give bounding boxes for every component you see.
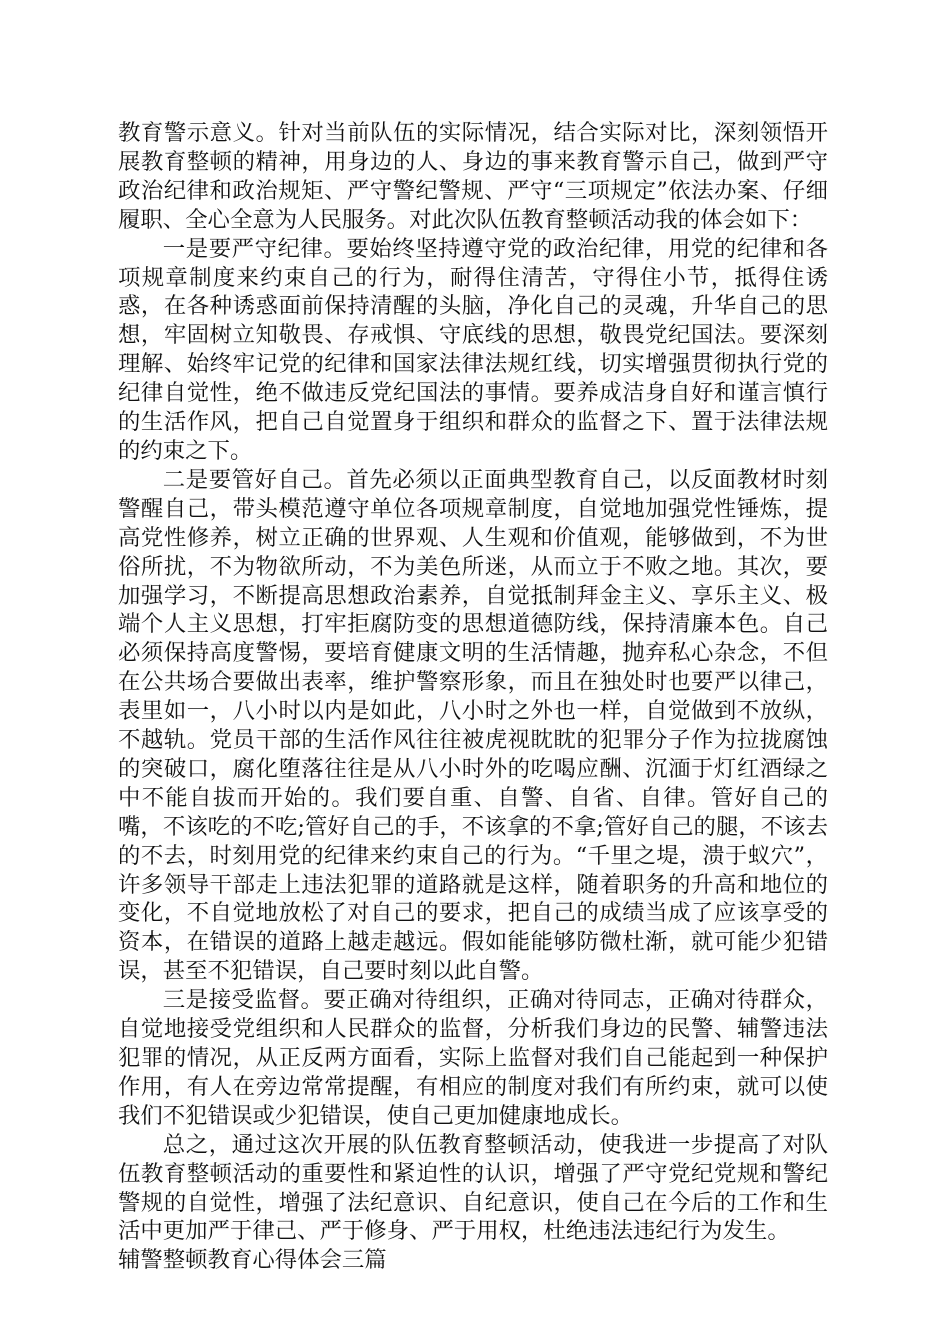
supervision-paragraph: 三是接受监督。要正确对待组织，正确对待同志，正确对待群众，自觉地接受党组织和人民群众的监督，分析我们身边的民警、辅警违法犯罪的情况，从正反两方面看，实际上监督对我们自己能起到一种保护作用，有人在旁边常常提醒，有相应的制度对我们有所约束，就可以使我们不犯错误或少犯错误，使自己更加健康地成长。 (118, 987, 828, 1129)
next-article-title: 辅警整顿教育心得体会三篇 (118, 1247, 387, 1274)
document-body (118, 119, 828, 1275)
discipline-paragraph: 一是要严守纪律。要始终坚持遵守党的政治纪律，用党的纪律和各项规章制度来约束自己的行为，耐得住清苦，守得住小节，抵得住诱惑，在各种诱惑面前保持清醒的头脑，净化自己的灵魂，升华自己的思想，牢固树立知敬畏、存戒惧、守底线的思想，敬畏党纪国法。要深刻理解、始终牢记党的纪律和国家法律法规红线，切实增强贯彻执行党的纪律自觉性，绝不做违反党纪国法的事情。要养成洁身自好和谨言慎行的生活作风，把自己自觉置身于组织和群众的监督之下、置于法律法规的约束之下。 (118, 235, 828, 464)
self-management-paragraph: 二是要管好自己。首先必须以正面典型教育自己，以反面教材时刻警醒自己，带头模范遵守单位各项规章制度，自觉地加强党性锤炼，提高党性修养，树立正确的世界观、人生观和价值观，能够做到，不为世俗所扰，不为物欲所动，不为美色所迷，从而立于不败之地。其次，要加强学习，不断提高思想政治素养，自觉抵制拜金主义、享乐主义、极端个人主义思想，打牢拒腐防变的思想道德防线，保持清廉本色。自己必须保持高度警惕，要培育健康文明的生活情趣，抛弃私心杂念，不但在公共场合要做出表率，维护警察形象，而且在独处时也要严以律己，表里如一，八小时以内是如此，八小时之外也一样，自觉做到不放纵，不越轨。党员干部的生活作风往往被虎视眈眈的犯罪分子作为拉拢腐蚀的突破口，腐化堕落往往是从八小时外的吃喝应酬、沉湎于灯红酒绿之中不能自拔而开始的。我们要自重、自警、自省、自律。管好自己的嘴，不该吃的不吃;管好自己的手，不该拿的不拿;管好自己的腿，不该去的不去，时刻用党的纪律来约束自己的行为。“千里之堤，溃于蚁穴”，许多领导干部走上违法犯罪的道路就是这样，随着职务的升高和地位的变化，不自觉地放松了对自己的要求，把自己的成绩当成了应该享受的资本，在错误的道路上越走越远。假如能能够防微杜渐，就可能少犯错误，甚至不犯错误，自己要时刻以此自警。 (118, 466, 828, 985)
intro-paragraph: 教育警示意义。针对当前队伍的实际情况，结合实际对比，深刻领悟开展教育整顿的精神，用身边的人、身边的事来教育警示自己，做到严守政治纪律和政治规矩、严守警纪警规、严守“三项规定”依法办案、仔细履职、全心全意为人民服务。对此次队伍教育整顿活动我的体会如下： (118, 120, 828, 233)
conclusion-paragraph: 总之，通过这次开展的队伍教育整顿活动，使我进一步提高了对队伍教育整顿活动的重要性和紧迫性的认识，增强了严守党纪党规和警纪警规的自觉性，增强了法纪意识、自纪意识，使自己在今后的工作和生活中更加严于律己、严于修身、严于用权，杜绝违法违纪行为发生。 (118, 1131, 828, 1245)
